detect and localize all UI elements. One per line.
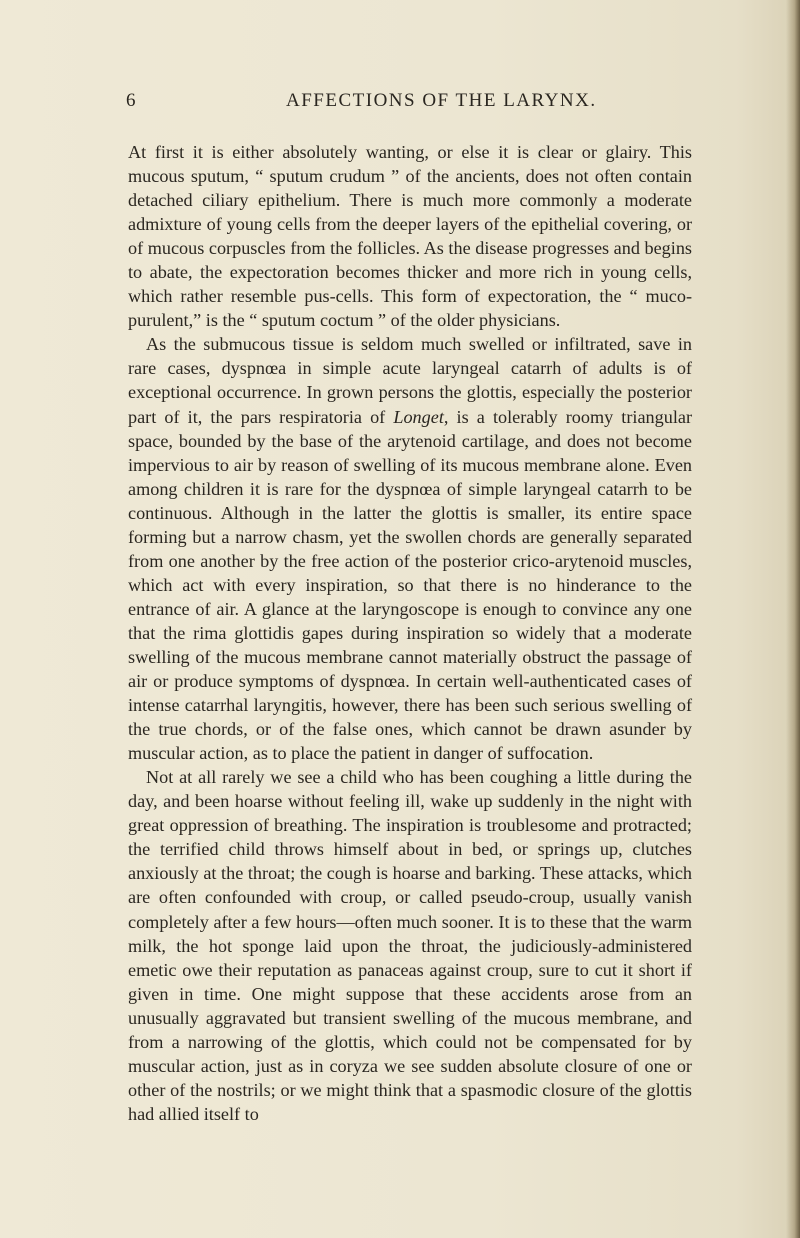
paragraph-2-italic-name: Longet: [393, 406, 444, 427]
paragraph-2-text-start: As the submucous tissue is seldom much swelled or infiltrated, save in rare cases, dyspnœa in simple acute laryngeal catarrh of adults is of exceptional occurrence. In grown persons the glottis, especially the posterior part of it, the pars respiratoria of: [128, 334, 692, 427]
running-title: AFFECTIONS OF THE LARYNX.: [286, 90, 597, 111]
paragraph-1: [128, 140, 692, 332]
page-header: [126, 90, 686, 114]
paragraph-1-text: At first it is either absolutely wanting, or else it is clear or glairy. This mucous sputum, “ sputum crudum ” of the ancients, does not often contain detached ciliary epithelium. There is much more commonly a moderate admixture of young cells from the deeper layers of the epithelial covering, or of mucous corpuscles from the follicles. As the disease progresses and begins to abate, the expectoration becomes thicker and more rich in young cells, which rather resemble pus-cells. This form of expectoration, the “ muco-purulent,” is the “ sputum coctum ” of the older physicians.: [128, 142, 692, 331]
page-edge-shadow: [786, 0, 800, 1238]
page-number: 6: [126, 90, 137, 111]
paragraph-2: [128, 332, 692, 765]
body-text: [128, 140, 692, 1126]
paragraph-3: [128, 765, 692, 1126]
paragraph-2-text-end: , is a tolerably roomy triangular space, bounded by the base of the arytenoid cartilage, and does not become impervious to air by reason of swelling of its mucous membrane alone. Even among children it is rare for the dyspnœa of simple laryngeal catarrh to be continuous. Although in the latter the glottis is smaller, its entire space forming but a narrow chasm, yet the swollen chords are generally separated from one another by the free action of the posterior crico-arytenoid muscles, which act with every inspiration, so that there is no hinderance to the entrance of air. A glance at the laryngoscope is enough to convince any one that the rima glottidis gapes during inspiration so widely that a moderate swelling of the mucous membrane cannot materially obstruct the passage of air or produce symptoms of dyspnœa. In certain well-authenticated cases of intense catarrhal laryngitis, however, there has been such serious swelling of the true chords, or of the false ones, which cannot be drawn asunder by muscular action, as to place the patient in danger of suffocation.: [128, 406, 693, 764]
paragraph-3-text: Not at all rarely we see a child who has been coughing a little during the day, and been hoarse without feeling ill, wake up suddenly in the night with great oppression of breathing. The inspiration is troublesome and protracted; the terrified child throws himself about in bed, or springs up, clutches anxiously at the throat; the cough is hoarse and barking. These attacks, which are often confounded with croup, or called pseudo-croup, usually vanish completely after a few hours—often much sooner. It is to these that the warm milk, the hot sponge laid upon the throat, the judiciously-administered emetic owe their reputation as panaceas against croup, sure to cut it short if given in time. One might suppose that these accidents arose from an unusually aggravated but transient swelling of the mucous membrane, and from a narrowing of the glottis, which could not be compensated for by muscular action, just as in coryza we see sudden absolute closure of one or other of the nostrils; or we might think that a spasmodic closure of the glottis had allied itself to: [128, 767, 692, 1124]
